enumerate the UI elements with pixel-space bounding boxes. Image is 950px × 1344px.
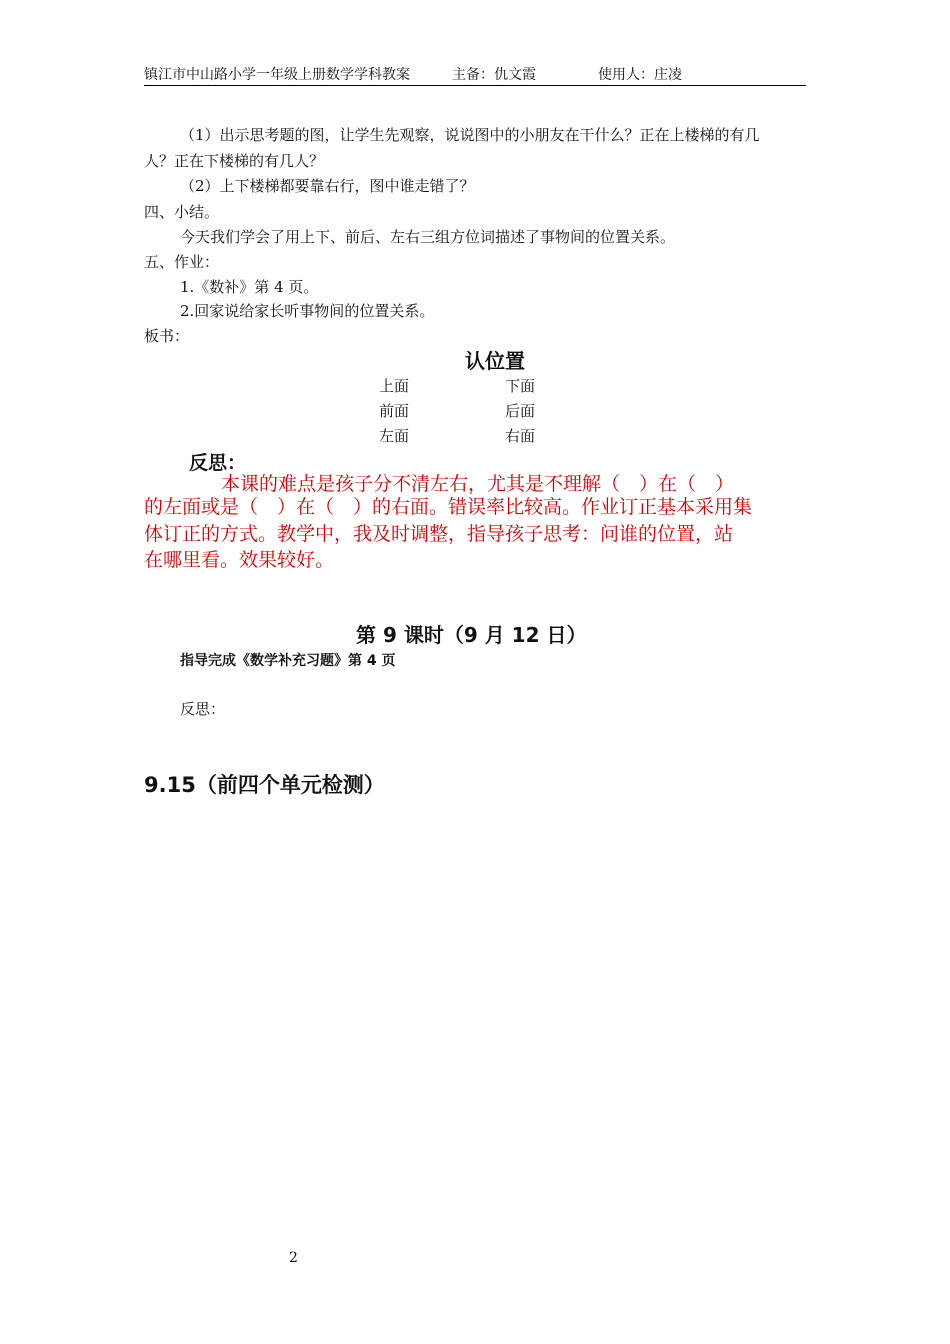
board-label: 板书： (144, 327, 190, 345)
lesson-9-reflection-label: 反思： (180, 700, 226, 718)
board-row-2-right: 后面 (505, 402, 536, 420)
board-title: 认位置 (465, 349, 525, 373)
board-row-1-left: 上面 (379, 377, 410, 395)
reflection-line-3: 体订正的方式。教学中，我及时调整，指导孩子思考：问谁的位置，站 (144, 523, 734, 545)
summary-text: 今天我们学会了用上下、前后、左右三组方位词描述了事物间的位置关系。 (180, 228, 676, 246)
reflection-line-1: 本课的难点是孩子分不清左右，尤其是不理解（ ）在（ ） (221, 473, 735, 495)
homework-1: 1.《数补》第 4 页。 (180, 278, 319, 296)
page-number: 2 (289, 1250, 298, 1266)
board-row-2-left: 前面 (379, 402, 410, 420)
homework-2: 2.回家说给家长听事物间的位置关系。 (180, 302, 435, 320)
reflection-line-2: 的左面或是（ ）在（ ）的右面。错误率比较高。作业订正基本采用集 (144, 496, 753, 518)
item-1-line-1: （1）出示思考题的图，让学生先观察，说说图中的小朋友在干什么？正在上楼梯的有几 (180, 126, 760, 144)
board-row-3-right: 右面 (505, 427, 536, 445)
section-5-heading: 五、作业： (144, 253, 220, 271)
board-row-3-left: 左面 (379, 427, 410, 445)
header-lead: 主备：仇文霞 (452, 67, 536, 83)
item-2: （2）上下楼梯都要靠右行，图中谁走错了？ (180, 177, 475, 195)
header-rule (144, 85, 806, 86)
item-1-line-2: 人？正在下楼梯的有几人？ (144, 152, 325, 170)
lesson-9-task: 指导完成《数学补充习题》第 4 页 (180, 653, 396, 669)
section-4-heading: 四、小结。 (144, 203, 220, 221)
board-row-1-right: 下面 (505, 377, 536, 395)
reflection-heading: 反思： (189, 452, 247, 474)
lesson-9-title: 第 9 课时（9 月 12 日） (356, 623, 587, 647)
section-title: 9.15（前四个单元检测） (144, 773, 385, 797)
reflection-line-4: 在哪里看。效果较好。 (144, 549, 335, 571)
header-school: 镇江市中山路小学一年级上册数学学科教案 (144, 67, 410, 83)
page-header (144, 66, 806, 85)
header-user: 使用人：庄凌 (598, 67, 682, 83)
